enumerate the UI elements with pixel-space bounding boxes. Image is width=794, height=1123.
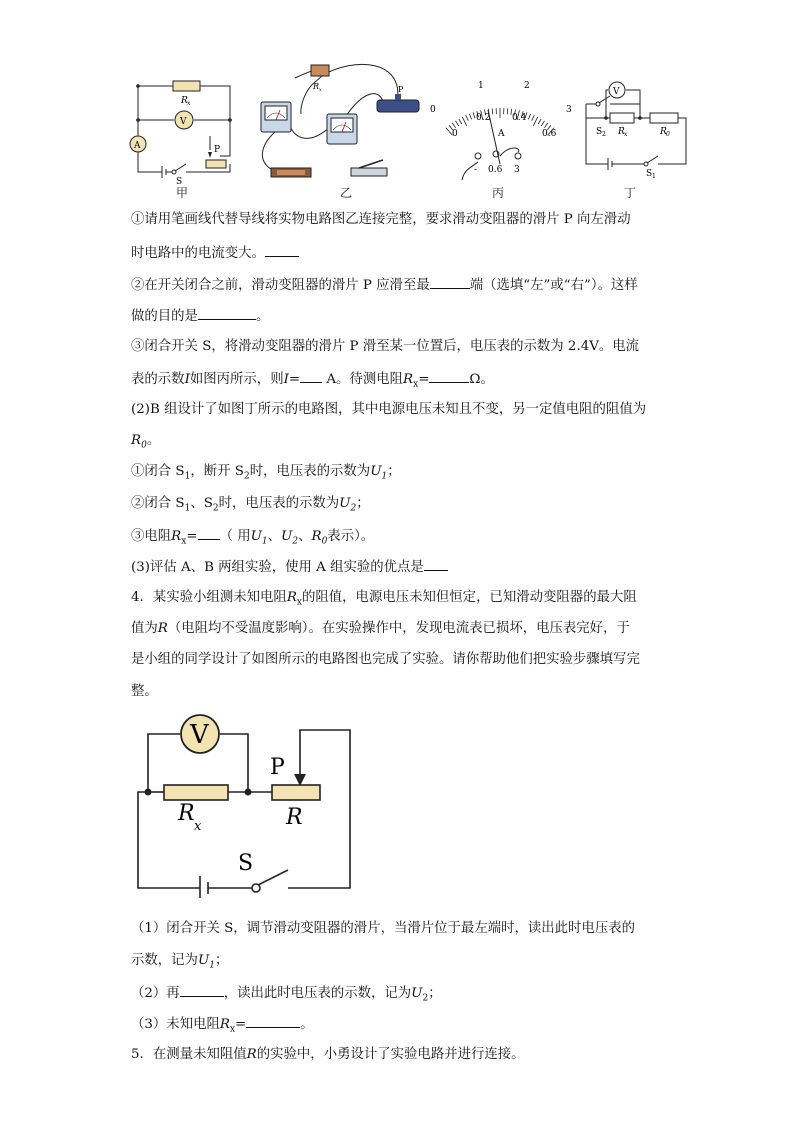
- text-line: ②在开关闭合之前，滑动变阻器的滑片 P 应滑至最 端（选填“左”或“右”）。这样: [131, 274, 638, 296]
- figure-caption-yi: 乙: [340, 186, 353, 200]
- dial-tick: [462, 117, 467, 126]
- ding-s1-sub: 1: [652, 173, 656, 180]
- text-line: （1）闭合开关 S，调节滑动变阻器的滑片，当滑片位于最左端时，读出此时电压表的: [131, 921, 636, 936]
- jia-voltmeter-label: V: [180, 117, 187, 127]
- dial-tick: [469, 114, 471, 120]
- jia-slider-label: P: [214, 145, 221, 155]
- yi-slider-label: P: [398, 85, 404, 94]
- dial-tick: [541, 121, 544, 126]
- ding-s2-label: S: [596, 127, 603, 137]
- circuit-diagram-ding: [578, 78, 690, 184]
- q4-switch-label: S: [238, 851, 254, 876]
- text-line: ②闭合 $S_1$、$S_2$时，电压表的示数为$U_2$；: [131, 496, 370, 514]
- text-line: 表的示数I如图丙所示，则I= A。待测电阻$R_x= \Omega$。: [131, 368, 494, 395]
- text-line: (2)B 组设计了如图丁所示的电路图，其中电源电压未知且不变，另一定值电阻的阻值为: [131, 402, 647, 417]
- ding-r0-sub: 0: [666, 131, 670, 138]
- dial-tick: [528, 114, 530, 120]
- q4-voltmeter-label: V: [190, 720, 209, 750]
- text-line: （2）再 ，读出此时电压表的示数，记为$U_2$；: [131, 982, 442, 1009]
- q4-rx-label: R: [178, 801, 195, 826]
- bing-terminal-negative: -: [474, 165, 478, 175]
- text-line: ①闭合 $S_1$，断开 $S_2$时，电压表的示数为$U_1$；: [131, 464, 401, 482]
- bing-top-scale-3: 3: [566, 105, 572, 115]
- yi-rx-label: R: [313, 82, 320, 91]
- bing-terminal-3: 3: [514, 165, 520, 175]
- yi-rx-sub: x: [319, 87, 322, 93]
- text-line: 时电路中的电流变大。: [131, 242, 299, 264]
- answer-blank[interactable]: [265, 242, 299, 257]
- answer-blank[interactable]: [429, 368, 469, 383]
- physical-circuit-yi: [255, 62, 435, 190]
- bing-bottom-scale-2: 0.4: [512, 113, 527, 123]
- jia-rx-sub: x: [187, 100, 191, 107]
- ding-s1-label: S: [646, 169, 653, 179]
- text-line: (3)评估 A、B 两组实验，使用 A 组实验的优点是: [131, 556, 448, 578]
- answer-blank[interactable]: [430, 274, 470, 289]
- ding-voltmeter-label: V: [613, 87, 620, 97]
- bing-bottom-scale-3: 0.6: [542, 129, 557, 139]
- figure-caption-bing: 丙: [492, 186, 505, 200]
- bing-bottom-scale-1: 0.2: [476, 113, 491, 123]
- bing-top-scale-1: 1: [478, 81, 484, 91]
- text-line: （3）未知电阻$R_x=$ 。: [131, 1013, 314, 1040]
- dial-tick: [533, 117, 538, 126]
- figure-caption-jia: 甲: [176, 186, 189, 200]
- ding-s2-sub: 2: [602, 131, 606, 138]
- dial-tick: [466, 115, 469, 120]
- text-line: ①请用笔画线代替导线将实物电路图乙连接完整，要求滑动变阻器的滑片 P 向左滑动: [131, 212, 631, 227]
- jia-ammeter-label: A: [134, 141, 141, 151]
- figure-caption-ding: 丁: [624, 186, 637, 200]
- bing-bottom-scale-0: 0: [452, 129, 458, 139]
- dial-tick: [544, 123, 547, 128]
- circuit-diagram-q4: [130, 708, 360, 898]
- dial-tick: [459, 119, 462, 124]
- answer-blank[interactable]: [246, 1013, 300, 1028]
- circuit-diagram-jia: [128, 72, 238, 200]
- dial-tick: [507, 108, 508, 114]
- dial-tick: [452, 123, 455, 128]
- bing-unit-label: A: [498, 129, 505, 139]
- answer-blank[interactable]: [198, 525, 220, 540]
- text-line: ③闭合开关 S，将滑动变阻器的滑片 P 滑至某一位置后，电压表的示数为 2.4V。电流: [131, 339, 640, 354]
- dial-tick: [532, 115, 535, 120]
- text-line: 4．某实验小组测未知电阻$R_x$的阻值，电源电压未知但恒定，已知滑动变阻器的最大阻: [131, 590, 637, 608]
- ammeter-dial-bing: [426, 74, 576, 186]
- ding-rx-label: R: [618, 127, 625, 137]
- bing-terminal-0-6: 0.6: [488, 165, 503, 175]
- dial-tick: [538, 119, 541, 124]
- dial-tick: [473, 112, 475, 118]
- answer-blank[interactable]: [424, 556, 448, 571]
- text-line: 做的目的是 。: [131, 305, 269, 327]
- text-line: 示数，记为$U_1$；: [131, 953, 229, 971]
- text-line: 是小组的同学设计了如图所示的电路图也完成了实验。请你帮助他们把实验步骤填写完: [131, 652, 640, 667]
- dial-tick: [456, 121, 459, 126]
- bing-top-scale-2: 2: [524, 81, 530, 91]
- text-line: 整。: [131, 684, 158, 699]
- q4-rx-sub: x: [194, 819, 202, 834]
- text-line: ③电阻$R_x=$ （ 用$U_1$、$U_2$、$R_0$表示）。: [131, 525, 374, 552]
- ding-rx-sub: x: [624, 131, 628, 138]
- ding-r0-label: R: [660, 127, 667, 137]
- text-line: 值为R（电阻均不受温度影响）。在实验操作中，发现电流表已损坏，电压表完好，于: [131, 621, 630, 636]
- dial-tick: [492, 108, 493, 114]
- answer-blank[interactable]: [300, 368, 322, 383]
- bing-top-scale-0: 0: [430, 105, 436, 115]
- jia-switch-label: S: [176, 177, 183, 187]
- text-line: 5．在测量未知阻值R的实验中，小勇设计了实验电路并进行连接。: [131, 1047, 525, 1062]
- text-line: $R_0$。: [131, 433, 161, 451]
- answer-blank[interactable]: [198, 305, 256, 320]
- answer-blank[interactable]: [180, 982, 224, 997]
- q4-slider-label: P: [270, 755, 285, 780]
- jia-rx-label: R: [181, 96, 188, 106]
- q4-r-label: R: [286, 805, 303, 830]
